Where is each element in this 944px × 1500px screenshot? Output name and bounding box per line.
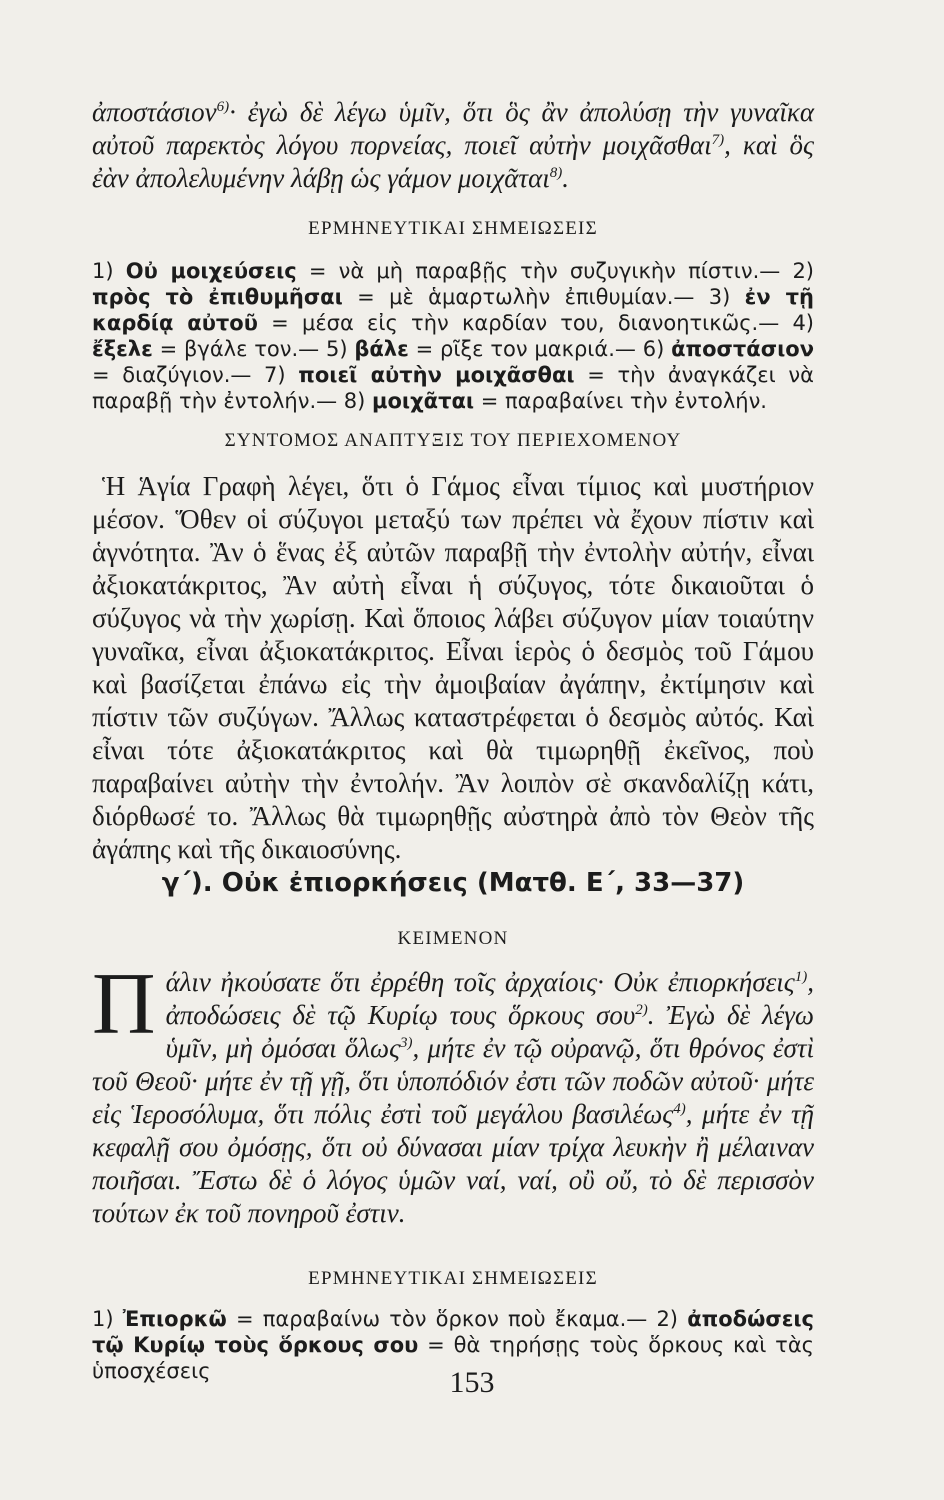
footnote-ref: 7) [711, 132, 725, 148]
note-text: = νὰ μὴ παραβῇς τὴν συζυγικὴν πίστιν.— 2) [296, 259, 815, 283]
footnote-ref: 4) [673, 1101, 686, 1117]
note-text: = διαζύγιον.— 7) [92, 363, 299, 387]
footnote-ref: 3) [400, 1035, 413, 1051]
note-text: = παραβαίνω τὸν ὅρκον ποὺ ἔκαμα.— 2) [226, 1307, 688, 1331]
text-span: . [562, 163, 570, 193]
notes-heading-2: ΕΡΜΗΝΕΥΤΙΚΑΙ ΣΗΜΕΙΩΣΕΙΣ [308, 1268, 598, 1289]
text-heading: ΚΕΙΜΕΝΟΝ [397, 928, 509, 949]
text-span: , καὶ ὃς [724, 130, 814, 160]
note-text: = παραβαίνει τὴν ἐντολήν. [474, 389, 767, 413]
text-span: ἐὰν ἀπολελυμένην λάβῃ ὡς γάμον μοιχᾶται [92, 163, 550, 193]
footnote-ref: 1) [794, 969, 808, 985]
note-text: = ρῖξε τον μακριά.— 6) [408, 337, 672, 361]
drop-cap: Π [92, 956, 156, 1053]
note-term: Ἐπιορκῶ [122, 1307, 227, 1331]
note-text: 1) [92, 259, 126, 283]
note-text: = βγάλε τον.— 5) [152, 337, 355, 361]
note-text: 1) [92, 1307, 123, 1331]
summary-text: Ἡ Ἁγία Γραφὴ λέγει, ὅτι ὁ Γάμος εἶναι τίμιος καὶ μυστήριον μέσον. Ὅθεν οἱ σύζυγοι μεταξύ των πρέπει νὰ ἔχουν πίστιν καὶ ἁγνότητα. Ἂν ὁ ἕνας ἐξ αὐτῶν παραβῇ τὴν ἐντολὴν αὐτήν, εἶναι ἀξιοκατάκριτος, Ἂν αὐτὴ εἶναι ἡ σύζυγος, τότε δικαιοῦται ὁ σύζυγος νὰ τὴν χωρίσῃ. Καὶ ὅποιος λάβει σύζυγον μίαν τοιαύτην γυναῖκα, εἶναι ἀξιοκατάκριτος. Εἶναι ἱερὸς ὁ δεσμὸς τοῦ Γάμου καὶ βασίζεται ἐπάνω εἰς τὴν ἀμοιβαίαν ἀγάπην, ἐκτίμησιν καὶ πίστιν τῶν συζύγων. Ἄλλως καταστρέφεται ὁ δεσμὸς αὐτός. Καὶ εἶναι τότε ἀξιοκατάκριτος καὶ θὰ τιμωρηθῇ ἐκεῖνος, ποὺ παραβαίνει αὐτὴν τὴν ἐντολήν. Ἂν λοιπὸν σὲ σκανδαλίζῃ κάτι, διόρθωσέ το. Ἄλλως θὰ τιμωρηθῇς αὐστηρὰ ἀπὸ τὸν Θεὸν τῆς ἀγάπης καὶ τῆς δικαιοσύνης. [92, 471, 814, 864]
section-title: γ΄). Οὐκ ἐπιορκήσεις (Ματθ. Ε΄, 33—37) [161, 868, 745, 898]
note-term: πρὸς τὸ ἐπιθυμῆσαι [92, 285, 343, 309]
text-span: άλιν ἠκούσατε ὅτι ἐρρέθη τοῖς ἀρχαίοις· Οὐκ ἐπιορκήσεις [165, 967, 795, 997]
notes-heading-1: ΕΡΜΗΝΕΥΤΙΚΑΙ ΣΗΜΕΙΩΣΕΙΣ [308, 218, 598, 239]
notes-1 [92, 258, 814, 414]
note-text: = μὲ ἁμαρτωλὴν ἐπιθυμίαν.— 3) [342, 285, 745, 309]
text-span: · ἐγὼ δὲ λέγω ὑμῖν, ὅτι ὃς ἂν ἀπολύσῃ τὴν γυναῖκα [229, 97, 814, 127]
note-term: ἔξελε [92, 337, 153, 361]
summary-heading: ΣΥΝΤΟΜΟΣ ΑΝΑΠΤΥΞΙΣ ΤΟΥ ΠΕΡΙΕΧΟΜΕΝΟΥ [224, 430, 682, 451]
note-term: ἀποδώσεις τῷ Κυρίῳ τοὺς ὅρκους σου [92, 1307, 815, 1357]
note-text: = θὰ τηρήσῃς τοὺς ὅρκους καὶ τὰς ὑποσχέσεις [92, 1333, 814, 1383]
text-span: αὐτοῦ παρεκτὸς λόγου πορνείας, ποιεῖ αὐτὴν μοιχᾶσθαι [92, 130, 712, 160]
text-span: , ἀποδώσεις δὲ τῷ Κυρίῳ τους ὅρκους σου [165, 967, 814, 1030]
text-span: , μήτε ἐν τῇ κεφαλῇ σου ὀμόσῃς, ὅτι οὐ δύνασαι μίαν τρίχα λευκὴν ἢ μέλαιναν ποιῆσαι. Ἔστω δὲ ὁ λόγος ὑμῶν ναί, ναί, οὒ οὔ, τὸ δὲ περισσὸν τούτων ἐκ τοῦ πονηροῦ ἐστιν. [92, 1099, 814, 1228]
note-term: Οὐ μοιχεύσεις [125, 259, 297, 283]
footnote-ref: 8) [549, 165, 563, 181]
footnote-ref: 6) [216, 99, 230, 115]
text-span: . Ἐγὼ δὲ λέγω ὑμῖν, μὴ ὀμόσαι ὅλως [165, 1000, 814, 1063]
text-span: ἀποστάσιον [92, 97, 217, 127]
note-term: βάλε [354, 337, 409, 361]
main-text [92, 956, 814, 1230]
note-text: = τὴν ἀναγκάζει νὰ παραβῇ τὴν ἐντολήν.— 8) [92, 363, 814, 413]
text-span: , μήτε ἐν τῷ οὐρανῷ, ὅτι θρόνος ἐστὶ τοῦ Θεοῦ· μήτε ἐν τῇ γῇ, ὅτι ὑποπόδιόν ἐστι τῶν ποδῶν αὐτοῦ· μήτε εἰς Ἱεροσόλυμα, ὅτι πόλις ἐστὶ τοῦ μεγάλου βασιλέως [92, 1033, 814, 1129]
note-text: = μέσα εἰς τὴν καρδίαν του, διανοητικῶς.— 4) [257, 311, 814, 335]
page-number: 153 [449, 1366, 495, 1399]
note-term: ποιεῖ αὐτὴν μοιχᾶσθαι [298, 363, 575, 387]
top-paragraph [92, 96, 814, 195]
footnote-ref: 2) [635, 1002, 648, 1018]
note-term: ἐν τῇ καρδίᾳ αὐτοῦ [92, 285, 814, 335]
note-term: ἀποστάσιον [671, 337, 814, 361]
note-term: μοιχᾶται [372, 389, 475, 413]
